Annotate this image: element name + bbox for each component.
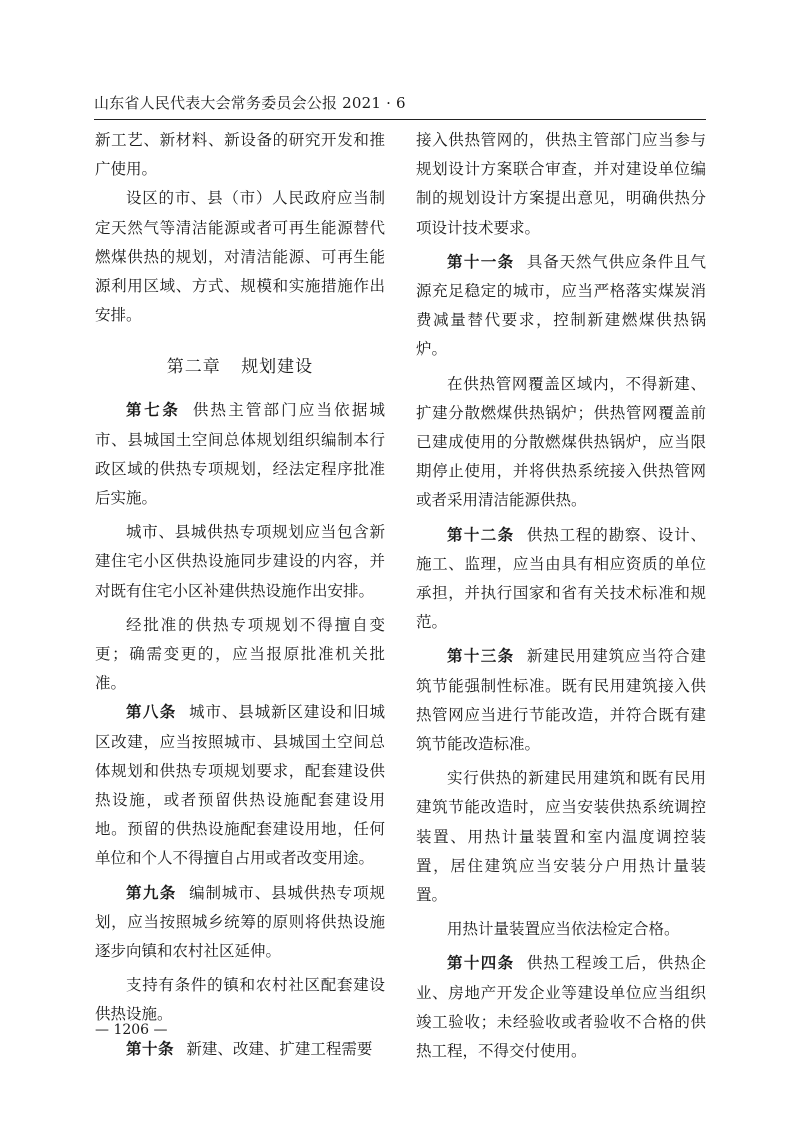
article-text: 新建民用建筑应当符合建筑节能强制性标准。既有民用建筑接入供热管网应当进行节能改造，并符合既有建筑节能改造标准。 [416, 647, 706, 754]
page-header: 山东省人民代表大会常务委员会公报 2021 · 6 [94, 94, 406, 112]
chapter-title: 规划建设 [241, 357, 314, 378]
article-8 [95, 698, 385, 873]
article-text: 城市、县城新区建设和旧城区改建，应当按照城市、县城国土空间总体规划和供热专项规划要求，配套建设供热设施，或者预留供热设施配套建设用地。预留的供热设施配套建设用地，任何单位和个人不得擅自占用或者改变用途。 [95, 703, 385, 868]
header-rule [94, 119, 706, 120]
article-label: 第十一条 [447, 252, 515, 271]
article-11 [416, 248, 706, 365]
article-12 [416, 521, 706, 638]
article-13 [416, 642, 706, 759]
article-label: 第十三条 [447, 647, 515, 666]
article-text: 编制城市、县城供热专项规划，应当按照城乡统筹的原则将供热设施逐步向镇和农村社区延伸。 [95, 883, 385, 961]
paragraph: 支持有条件的镇和农村社区配套建设供热设施。 [95, 976, 385, 1024]
paragraph: 新工艺、新材料、新设备的研究开发和推广使用。 [95, 131, 385, 179]
article-text: 供热工程的勘察、设计、施工、监理，应当由具有相应资质的单位承担，并执行国家和省有关技术标准和规范。 [416, 525, 706, 632]
left-column [95, 126, 385, 1064]
paragraph: 经批准的供热专项规划不得擅自变更；确需变更的，应当报原批准机关批准。 [95, 615, 385, 693]
paragraph: 城市、县城供热专项规划应当包含新建住宅小区供热设施同步建设的内容，并对既有住宅小区补建供热设施作出安排。 [95, 523, 385, 600]
article-label: 第十二条 [447, 525, 515, 544]
article-text: 供热主管部门应当依据城市、县城国土空间总体规划组织编制本行政区域的供热专项规划，经法定程序批准后实施。 [95, 401, 385, 508]
article-text: 新建、改建、扩建工程需要 [186, 1039, 373, 1058]
paragraph: 设区的市、县（市）人民政府应当制定天然气等清洁能源或者可再生能源替代燃煤供热的规划，对清洁能源、可再生能源利用区域、方式、规模和实施措施作出安排。 [95, 189, 385, 325]
article-7 [95, 396, 385, 513]
paragraph: 接入供热管网的，供热主管部门应当参与规划设计方案联合审查，并对建设单位编制的规划设计方案提出意见，明确供热分项设计技术要求。 [416, 131, 706, 237]
article-label: 第八条 [126, 703, 177, 722]
article-label: 第十四条 [447, 954, 515, 973]
paragraph: 实行供热的新建民用建筑和既有民用建筑节能改造时，应当安装供热系统调控装置、用热计量装置和室内温度调控装置，居住建筑应当安装分户用热计量装置。 [416, 769, 706, 905]
page-number: — 1206 — [95, 1022, 168, 1038]
article-9 [95, 879, 385, 967]
article-text: 供热工程竣工后，供热企业、房地产开发企业等建设单位应当组织竣工验收；未经验收或者验收不合格的供热工程，不得交付使用。 [416, 954, 706, 1061]
article-label: 第十条 [126, 1039, 175, 1058]
paragraph: 在供热管网覆盖区域内，不得新建、扩建分散燃煤供热锅炉；供热管网覆盖前已建成使用的分散燃煤供热锅炉，应当限期停止使用，并将供热系统接入供热管网或者采用清洁能源供热。 [416, 374, 706, 510]
chapter-number: 第二章 [166, 357, 221, 378]
article-text: 具备天然气供应条件且气源充足稳定的城市，应当严格落实煤炭消费减量替代要求，控制新建燃煤供热锅炉。 [416, 252, 706, 359]
paragraph: 用热计量装置应当依法检定合格。 [447, 920, 680, 939]
article-label: 第七条 [126, 401, 181, 420]
chapter-heading [95, 352, 385, 382]
article-14 [416, 949, 706, 1066]
right-column [416, 126, 706, 1066]
article-label: 第九条 [126, 883, 177, 902]
